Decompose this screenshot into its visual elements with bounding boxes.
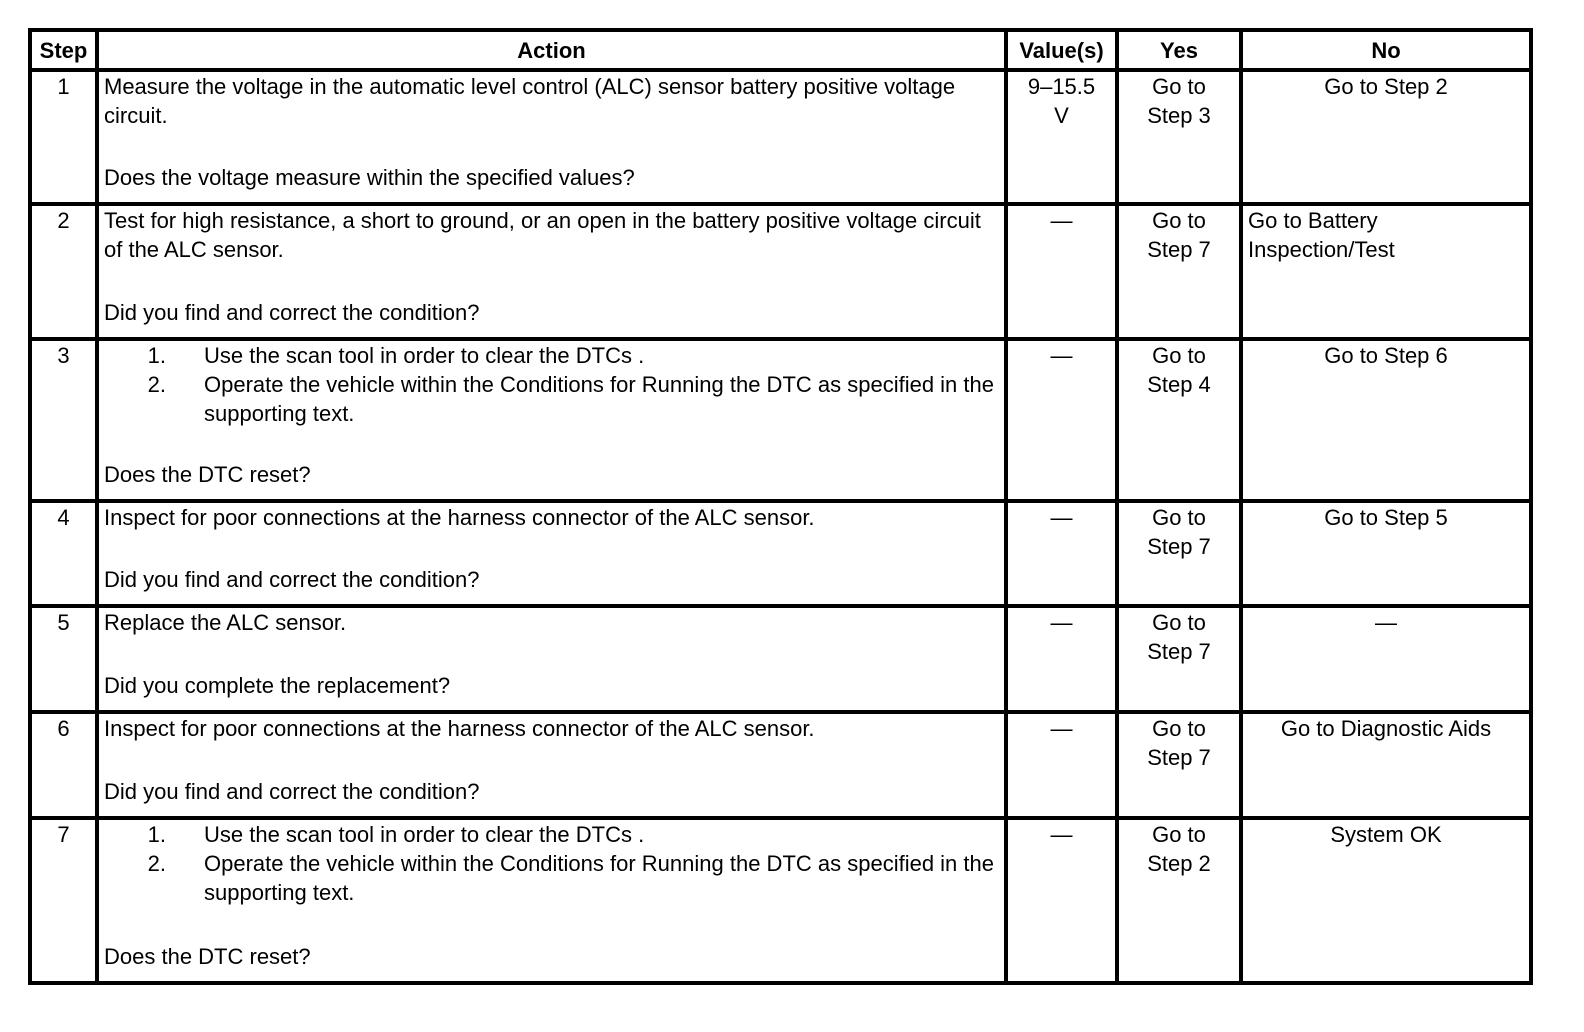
action-cell (97, 501, 1006, 606)
yes-cell: Go to Step 3 (1117, 70, 1241, 204)
action-body (104, 503, 999, 532)
substep-number: 1. (147, 822, 166, 847)
diagnostic-table (28, 28, 1533, 985)
header-step: Step (30, 30, 97, 70)
no-cell: Go to Step 5 (1241, 501, 1531, 606)
substep-item (147, 820, 999, 849)
step-number: 6 (30, 712, 97, 818)
no-cell: Go to Diagnostic Aids (1241, 712, 1531, 818)
substep-number: 2. (147, 372, 166, 397)
value-cell: — (1006, 818, 1117, 983)
substep-text: Use the scan tool in order to clear the DTCs . (204, 343, 645, 368)
substep-item (147, 341, 999, 370)
action-body (104, 608, 999, 637)
no-cell: System OK (1241, 818, 1531, 983)
action-question: Did you find and correct the condition? (104, 300, 480, 325)
value-cell: — (1006, 712, 1117, 818)
action-question: Does the voltage measure within the specified values? (104, 165, 635, 190)
action-instruction: Replace the ALC sensor. (104, 610, 347, 635)
table-row (30, 818, 1531, 983)
action-cell (97, 204, 1006, 339)
action-question: Does the DTC reset? (104, 462, 311, 487)
table-row (30, 339, 1531, 501)
table-row (30, 70, 1531, 204)
value-cell: — (1006, 501, 1117, 606)
yes-cell: Go to Step 2 (1117, 818, 1241, 983)
action-instruction: Inspect for poor connections at the harness connector of the ALC sensor. (104, 716, 815, 741)
value-cell: 9–15.5 V (1006, 70, 1117, 204)
action-question: Did you complete the replacement? (104, 673, 451, 698)
step-number: 7 (30, 818, 97, 983)
yes-cell: Go to Step 7 (1117, 204, 1241, 339)
no-cell: Go to Battery Inspection/Test (1241, 204, 1531, 339)
action-question: Does the DTC reset? (104, 944, 311, 969)
action-body (104, 820, 999, 907)
no-cell: Go to Step 2 (1241, 70, 1531, 204)
action-cell (97, 70, 1006, 204)
header-yes: Yes (1117, 30, 1241, 70)
header-row (30, 30, 1531, 70)
action-content (104, 341, 999, 489)
step-number: 3 (30, 339, 97, 501)
substep-item (147, 370, 999, 428)
step-number: 5 (30, 606, 97, 712)
table-row (30, 606, 1531, 712)
action-content (104, 714, 999, 806)
value-cell: — (1006, 339, 1117, 501)
yes-cell: Go to Step 7 (1117, 712, 1241, 818)
substep-number: 1. (147, 343, 166, 368)
substep-text: Operate the vehicle within the Conditions for Running the DTC as specified in the supporting text. (204, 372, 994, 426)
yes-cell: Go to Step 4 (1117, 339, 1241, 501)
action-instruction: Measure the voltage in the automatic level control (ALC) sensor battery positive voltage circuit. (104, 74, 956, 128)
substep-item (147, 849, 999, 907)
value-cell: — (1006, 204, 1117, 339)
value-cell: — (1006, 606, 1117, 712)
action-body (104, 341, 999, 428)
action-content (104, 72, 999, 192)
action-cell (97, 712, 1006, 818)
action-cell (97, 818, 1006, 983)
substep-number: 2. (147, 851, 166, 876)
header-action: Action (97, 30, 1006, 70)
action-instruction: Inspect for poor connections at the harness connector of the ALC sensor. (104, 505, 815, 530)
table-row (30, 712, 1531, 818)
table-row (30, 501, 1531, 606)
action-substeps (147, 820, 999, 907)
action-substeps (147, 341, 999, 428)
header-no: No (1241, 30, 1531, 70)
table-row (30, 204, 1531, 339)
yes-cell: Go to Step 7 (1117, 606, 1241, 712)
action-cell (97, 606, 1006, 712)
action-body (104, 714, 999, 743)
action-content (104, 503, 999, 594)
action-question: Did you find and correct the condition? (104, 779, 480, 804)
header-values: Value(s) (1006, 30, 1117, 70)
substep-text: Operate the vehicle within the Conditions for Running the DTC as specified in the supporting text. (204, 851, 994, 905)
action-body (104, 206, 999, 264)
step-number: 4 (30, 501, 97, 606)
action-body (104, 72, 999, 130)
yes-cell: Go to Step 7 (1117, 501, 1241, 606)
action-content (104, 608, 999, 700)
action-question: Did you find and correct the condition? (104, 567, 480, 592)
step-number: 2 (30, 204, 97, 339)
action-content (104, 206, 999, 327)
action-cell (97, 339, 1006, 501)
action-instruction: Test for high resistance, a short to ground, or an open in the battery positive voltage circuit of the ALC sensor. (104, 208, 981, 262)
no-cell: — (1241, 606, 1531, 712)
action-content (104, 820, 999, 971)
step-number: 1 (30, 70, 97, 204)
substep-text: Use the scan tool in order to clear the DTCs . (204, 822, 645, 847)
no-cell: Go to Step 6 (1241, 339, 1531, 501)
